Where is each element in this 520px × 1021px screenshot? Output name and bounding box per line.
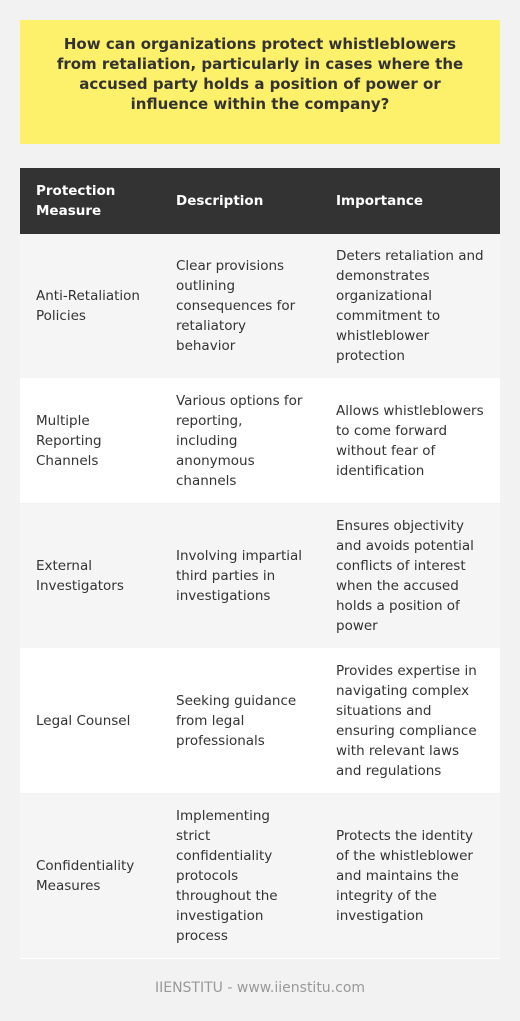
table-row: [20, 794, 500, 959]
cell-importance: Allows whistleblowers to come forward without fear of identification: [320, 379, 500, 504]
cell-importance: Protects the identity of the whistleblower and maintains the integrity of the investigation: [320, 794, 500, 959]
table-row: [20, 504, 500, 649]
cell-description: Seeking guidance from legal professionals: [160, 649, 320, 794]
cell-importance: Deters retaliation and demonstrates organizational commitment to whistleblower protection: [320, 234, 500, 379]
header-importance: Importance: [320, 168, 500, 234]
table-header-row: [20, 168, 500, 234]
cell-description: Clear provisions outlining consequences for retaliatory behavior: [160, 234, 320, 379]
header-description: Description: [160, 168, 320, 234]
cell-measure: Anti-Retaliation Policies: [20, 234, 160, 379]
footer-credit: IIENSTITU - www.iienstitu.com: [154, 980, 366, 996]
cell-description: Involving impartial third parties in investigations: [160, 504, 320, 649]
cell-measure: External Investigators: [20, 504, 160, 649]
cell-importance: Provides expertise in navigating complex situations and ensuring compliance with relevant laws and regulations: [320, 649, 500, 794]
cell-importance: Ensures objectivity and avoids potential conflicts of interest when the accused holds a position of power: [320, 504, 500, 649]
table-row: [20, 379, 500, 504]
cell-measure: Legal Counsel: [20, 649, 160, 794]
question-text: How can organizations protect whistleblowers from retaliation, particularly in cases where the accused party holds a position of power or influence within the company?: [56, 35, 464, 113]
table-row: [20, 234, 500, 379]
cell-measure: Confidentiality Measures: [20, 794, 160, 959]
cell-description: Implementing strict confidentiality protocols throughout the investigation process: [160, 794, 320, 959]
header-protection-measure: Protection Measure: [20, 168, 160, 234]
cell-measure: Multiple Reporting Channels: [20, 379, 160, 504]
protection-measures-table: [20, 168, 500, 959]
question-banner: [20, 20, 500, 144]
table-row: [20, 649, 500, 794]
cell-description: Various options for reporting, including anonymous channels: [160, 379, 320, 504]
